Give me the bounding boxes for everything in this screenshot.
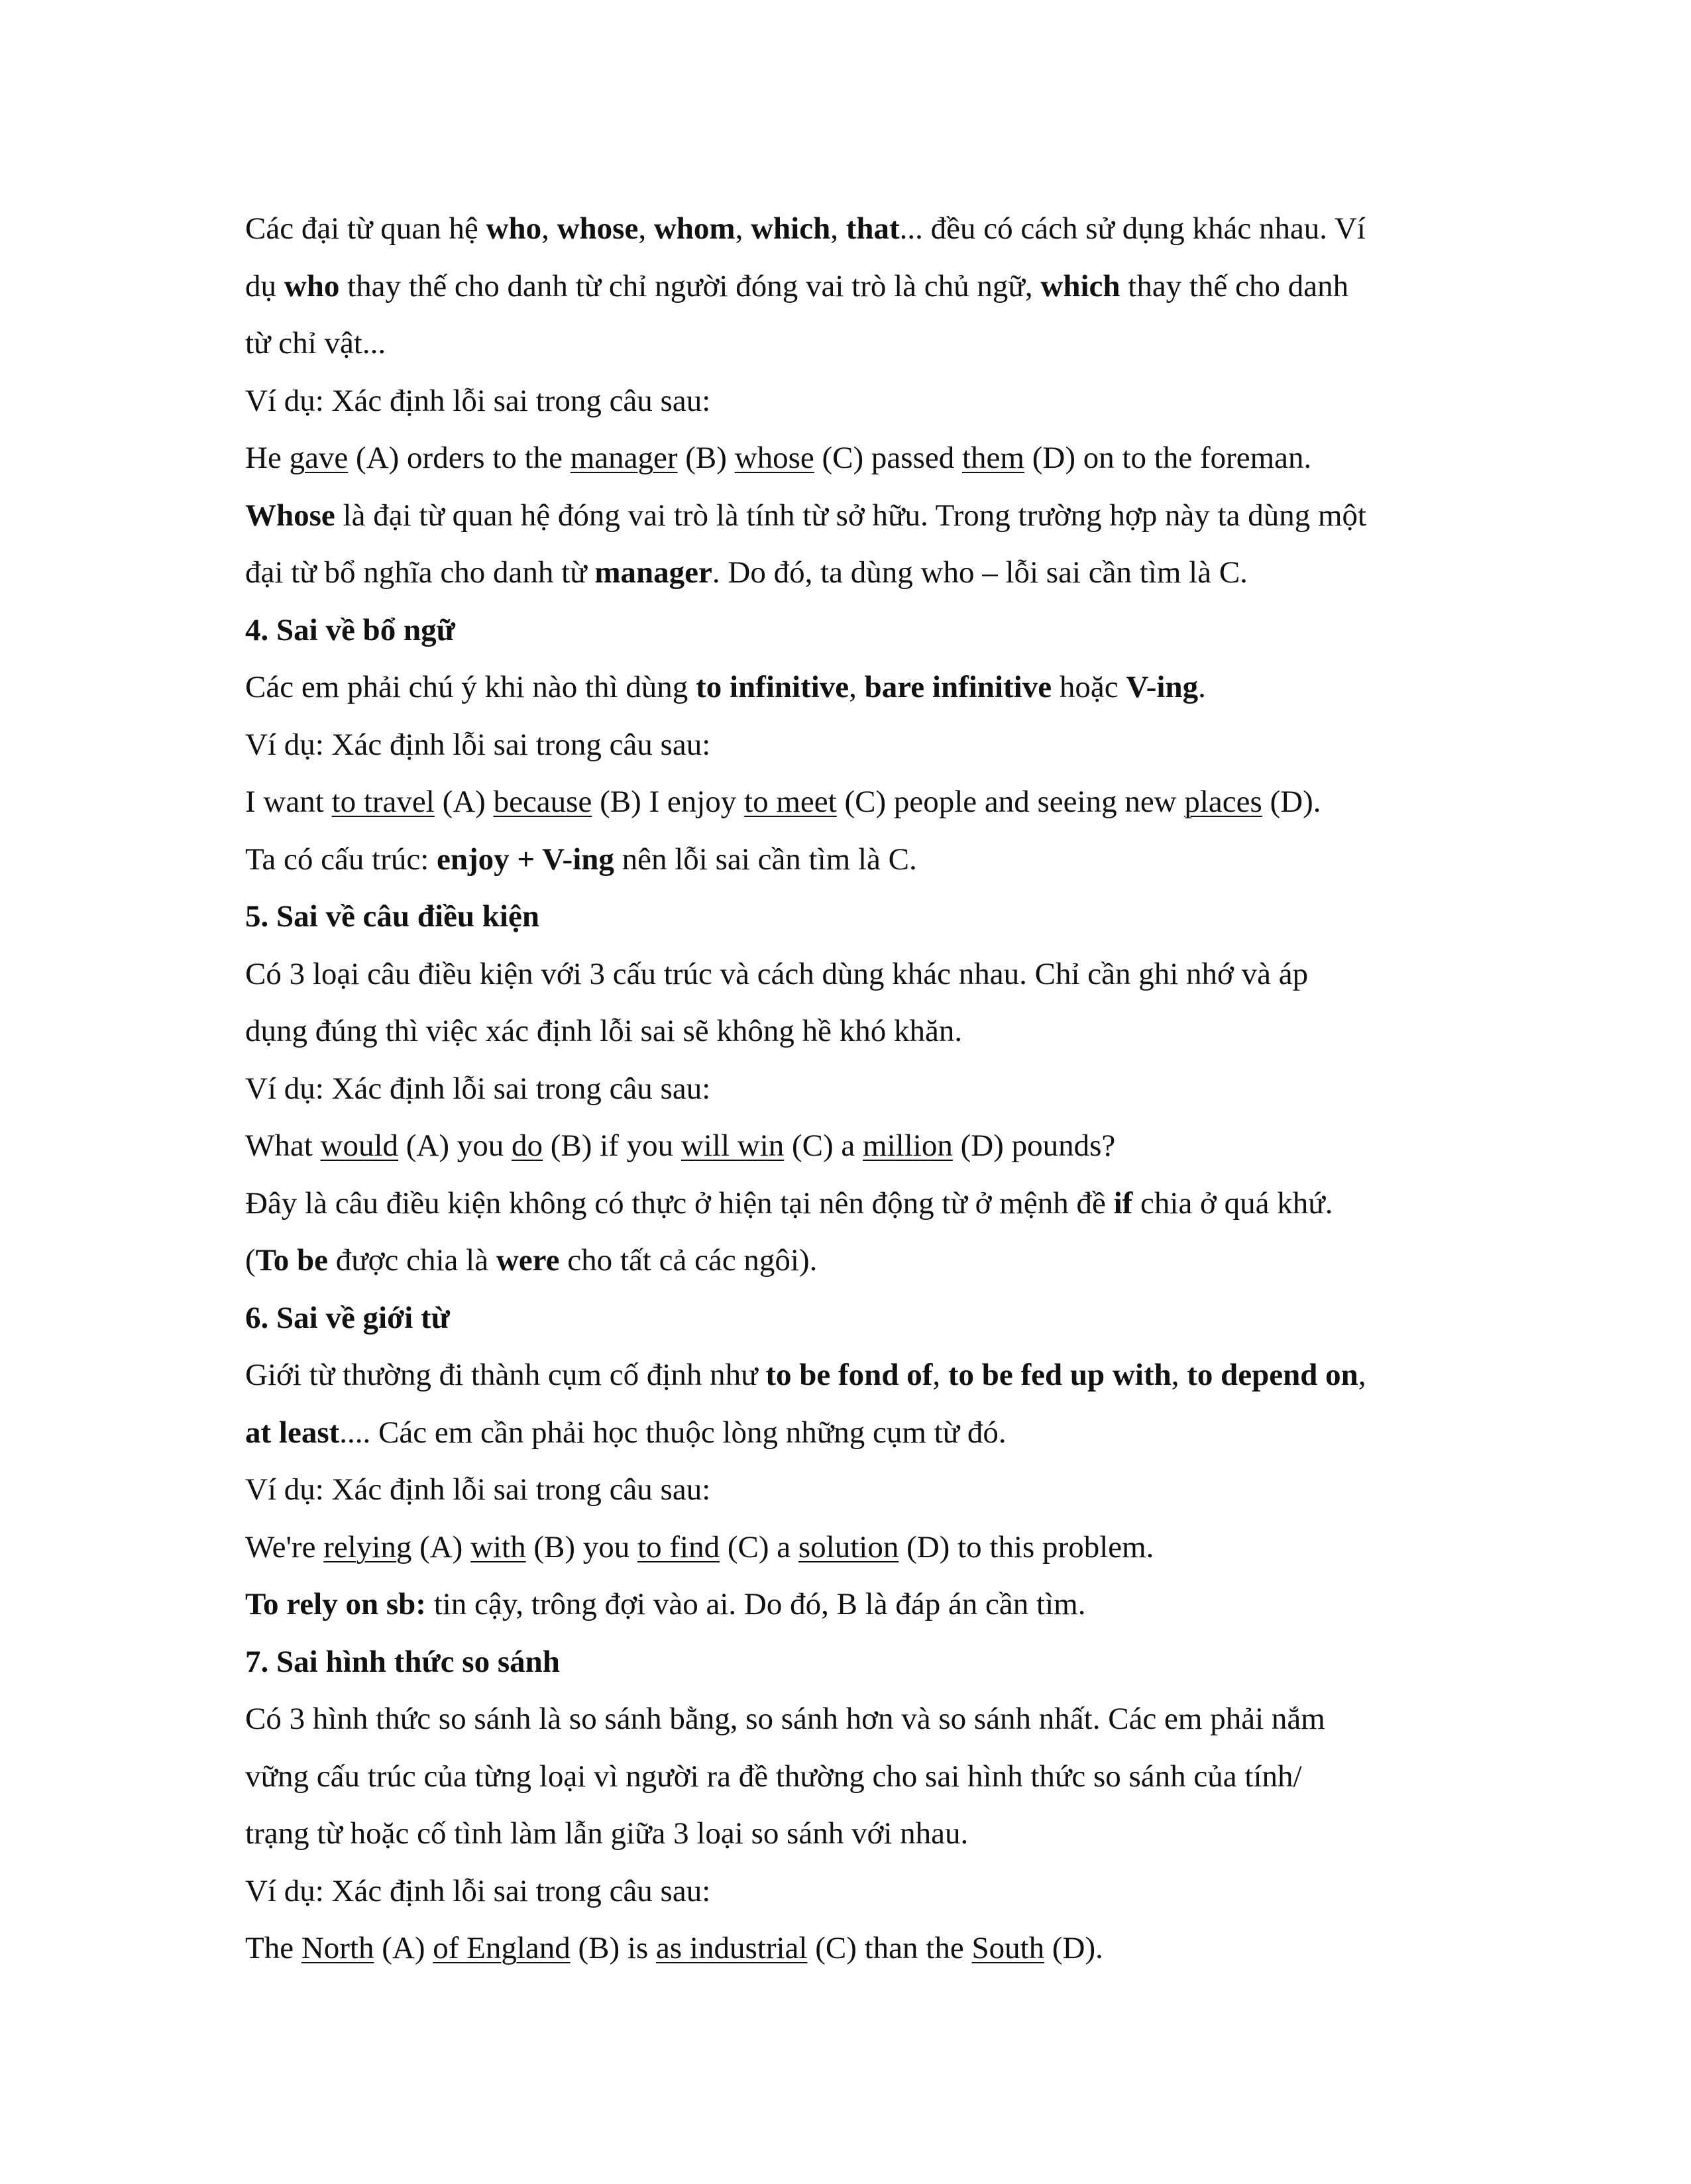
text-line	[245, 716, 1491, 774]
text-segment: (	[245, 1243, 256, 1278]
bold-text: To be	[255, 1243, 328, 1278]
text-line	[245, 258, 1491, 315]
text-segment: ,	[638, 211, 654, 246]
text-line	[245, 773, 1491, 831]
bold-text: 7. Sai hình thức so sánh	[245, 1644, 560, 1679]
text-line	[245, 544, 1491, 602]
text-segment: ,	[932, 1358, 948, 1392]
text-line	[245, 1117, 1491, 1175]
text-line	[245, 315, 1491, 372]
text-line	[245, 1003, 1491, 1060]
text-line	[245, 429, 1491, 487]
text-line	[245, 487, 1491, 545]
text-line	[245, 1289, 1491, 1347]
text-segment: ,	[1171, 1358, 1187, 1392]
text-segment: Ví dụ: Xác định lỗi sai trong câu sau:	[245, 727, 711, 762]
text-segment: từ chỉ vật...	[245, 326, 386, 360]
bold-text: to infinitive	[696, 670, 849, 704]
text-line	[245, 1748, 1491, 1806]
text-line	[245, 1060, 1491, 1118]
text-line	[245, 1346, 1491, 1404]
bold-text: if	[1113, 1185, 1133, 1221]
text-line	[245, 888, 1491, 946]
text-segment: thay thế cho danh từ chỉ người đóng vai trò là chủ ngữ,	[339, 268, 1041, 303]
bold-text: manager	[594, 555, 712, 590]
text-segment: được chia là	[327, 1243, 496, 1278]
bold-text: to be fond of	[765, 1358, 933, 1392]
text-line	[245, 372, 1491, 430]
text-segment: đại từ bổ nghĩa cho danh từ	[245, 555, 595, 590]
bold-text: 6. Sai về giới từ	[245, 1300, 450, 1335]
text-segment: (D).	[1262, 785, 1321, 819]
underlined-text: to travel	[331, 785, 435, 819]
bold-text: whom	[653, 211, 736, 246]
text-segment: Ta có cấu trúc:	[245, 842, 437, 877]
bold-text: that	[846, 211, 900, 246]
text-line	[245, 1404, 1491, 1462]
text-segment: chia ở quá khứ.	[1132, 1185, 1333, 1221]
text-segment: ... đều có cách sử dụng khác nhau. Ví	[899, 211, 1366, 246]
underlined-text: because	[493, 785, 592, 819]
text-line	[245, 946, 1491, 1003]
bold-text: who	[486, 211, 542, 246]
text-line	[245, 1519, 1491, 1576]
text-segment: Ví dụ: Xác định lỗi sai trong câu sau:	[245, 1472, 711, 1507]
underlined-text: South	[971, 1931, 1045, 1965]
bold-text: at least	[245, 1415, 340, 1450]
text-line	[245, 831, 1491, 889]
text-line	[245, 1690, 1491, 1748]
text-segment: (B) is	[570, 1931, 657, 1965]
text-segment: ,	[735, 211, 751, 246]
text-segment: (D) on to the foreman.	[1024, 441, 1312, 475]
text-segment: nên lỗi sai cần tìm là C.	[614, 842, 917, 877]
underlined-text: North	[301, 1931, 374, 1965]
text-segment: Có 3 hình thức so sánh là so sánh bằng, so sánh hơn và so sánh nhất. Các em phải nắm	[245, 1702, 1325, 1736]
text-line	[245, 602, 1491, 659]
text-segment: hoặc	[1052, 670, 1126, 704]
text-segment: ,	[830, 211, 846, 246]
text-segment: (C) people and seeing new	[836, 785, 1185, 819]
text-segment: He	[245, 441, 290, 475]
text-segment: vững cấu trúc của từng loại vì người ra đề thường cho sai hình thức so sánh của tính/	[245, 1759, 1302, 1794]
text-line	[245, 1920, 1491, 1977]
text-segment: (B) if you	[543, 1128, 681, 1163]
text-segment: dụng đúng thì việc xác định lỗi sai sẽ không hề khó khăn.	[245, 1014, 963, 1048]
text-segment: Ví dụ: Xác định lỗi sai trong câu sau:	[245, 383, 711, 418]
underlined-text: to find	[637, 1529, 720, 1564]
underlined-text: will win	[681, 1128, 785, 1163]
underlined-text: with	[470, 1529, 526, 1564]
text-segment: We're	[245, 1529, 324, 1564]
underlined-text: of England	[433, 1931, 571, 1965]
underlined-text: gave	[289, 441, 349, 475]
text-segment: (C) passed	[814, 441, 962, 475]
text-segment: (B)	[677, 441, 735, 475]
bold-text: V-ing	[1126, 670, 1199, 704]
text-segment: .	[1198, 670, 1206, 704]
text-segment: Ví dụ: Xác định lỗi sai trong câu sau:	[245, 1873, 711, 1908]
text-line	[245, 200, 1491, 258]
text-segment: (A) you	[398, 1128, 512, 1163]
text-segment: (D).	[1044, 1931, 1103, 1965]
bold-text: Whose	[245, 498, 335, 533]
text-segment: (D) pounds?	[952, 1128, 1116, 1163]
underlined-text: million	[863, 1128, 953, 1163]
text-segment: (A)	[434, 785, 494, 819]
text-line	[245, 1633, 1491, 1691]
text-line	[245, 1461, 1491, 1519]
text-segment: (D) to this problem.	[899, 1529, 1154, 1564]
text-segment: The	[245, 1931, 301, 1965]
text-segment: (A) orders to the	[348, 441, 571, 475]
bold-text: who	[284, 268, 340, 303]
text-segment: .... Các em cần phải học thuộc lòng những cụm từ đó.	[339, 1415, 1007, 1450]
bold-text: enjoy + V-ing	[437, 842, 614, 877]
underlined-text: whose	[734, 441, 814, 475]
text-segment: ,	[541, 211, 557, 246]
underlined-text: places	[1184, 785, 1262, 819]
text-segment: . Do đó, ta dùng who – lỗi sai cần tìm là C.	[712, 555, 1248, 590]
bold-text: to depend on	[1187, 1358, 1358, 1392]
underlined-text: them	[962, 441, 1024, 475]
text-segment: ,	[849, 670, 865, 704]
underlined-text: relying	[323, 1529, 412, 1564]
text-segment: trạng từ hoặc cố tình làm lẫn giữa 3 loại so sánh với nhau.	[245, 1816, 969, 1851]
text-line	[245, 659, 1491, 716]
text-segment: tin cậy, trông đợi vào ai. Do đó, B là đáp án cần tìm.	[425, 1587, 1086, 1621]
text-segment: (C) a	[784, 1128, 863, 1163]
text-segment: là đại từ quan hệ đóng vai trò là tính từ sở hữu. Trong trường hợp này ta dùng một	[335, 498, 1367, 533]
text-segment: I want	[245, 785, 332, 819]
text-segment: Ví dụ: Xác định lỗi sai trong câu sau:	[245, 1071, 711, 1106]
text-segment: cho tất cả các ngôi).	[559, 1243, 818, 1278]
text-segment: (C) than the	[807, 1931, 972, 1965]
text-segment: Có 3 loại câu điều kiện với 3 cấu trúc và cách dùng khác nhau. Chỉ cần ghi nhớ và áp	[245, 956, 1309, 991]
bold-text: 5. Sai về câu điều kiện	[245, 899, 539, 934]
text-segment: What	[245, 1128, 321, 1163]
text-segment: Các đại từ quan hệ	[245, 211, 486, 246]
underlined-text: would	[320, 1128, 399, 1163]
text-segment: Giới từ thường đi thành cụm cố định như	[245, 1358, 766, 1392]
text-segment: thay thế cho danh	[1120, 268, 1349, 303]
text-segment: (A)	[374, 1931, 433, 1965]
text-segment: (A)	[411, 1529, 471, 1564]
text-segment: (B) you	[525, 1529, 638, 1564]
bold-text: whose	[557, 211, 639, 246]
text-line	[245, 1175, 1491, 1232]
underlined-text: manager	[570, 441, 678, 475]
bold-text: which	[751, 211, 831, 246]
text-line	[245, 1863, 1491, 1920]
text-segment: Đây là câu điều kiện không có thực ở hiện tại nên động từ ở mệnh đề	[245, 1185, 1114, 1221]
underlined-text: to meet	[744, 785, 837, 819]
text-line	[245, 1232, 1491, 1289]
bold-text: bare infinitive	[864, 670, 1052, 704]
text-segment: Các em phải chú ý khi nào thì dùng	[245, 670, 696, 704]
text-segment: ,	[1358, 1358, 1366, 1392]
text-segment: (C) a	[720, 1529, 798, 1564]
text-segment: dụ	[245, 268, 284, 303]
underlined-text: do	[512, 1128, 543, 1163]
text-segment: (B) I enjoy	[592, 785, 745, 819]
bold-text: were	[496, 1243, 560, 1278]
bold-text: to be fed up with	[948, 1358, 1172, 1392]
bold-text: To rely on sb:	[245, 1587, 426, 1621]
underlined-text: solution	[798, 1529, 899, 1564]
bold-text: 4. Sai về bổ ngữ	[245, 612, 455, 647]
underlined-text: as industrial	[656, 1931, 808, 1965]
bold-text: which	[1040, 268, 1120, 303]
text-line	[245, 1576, 1491, 1633]
text-line	[245, 1805, 1491, 1863]
document-body	[245, 200, 1491, 1977]
